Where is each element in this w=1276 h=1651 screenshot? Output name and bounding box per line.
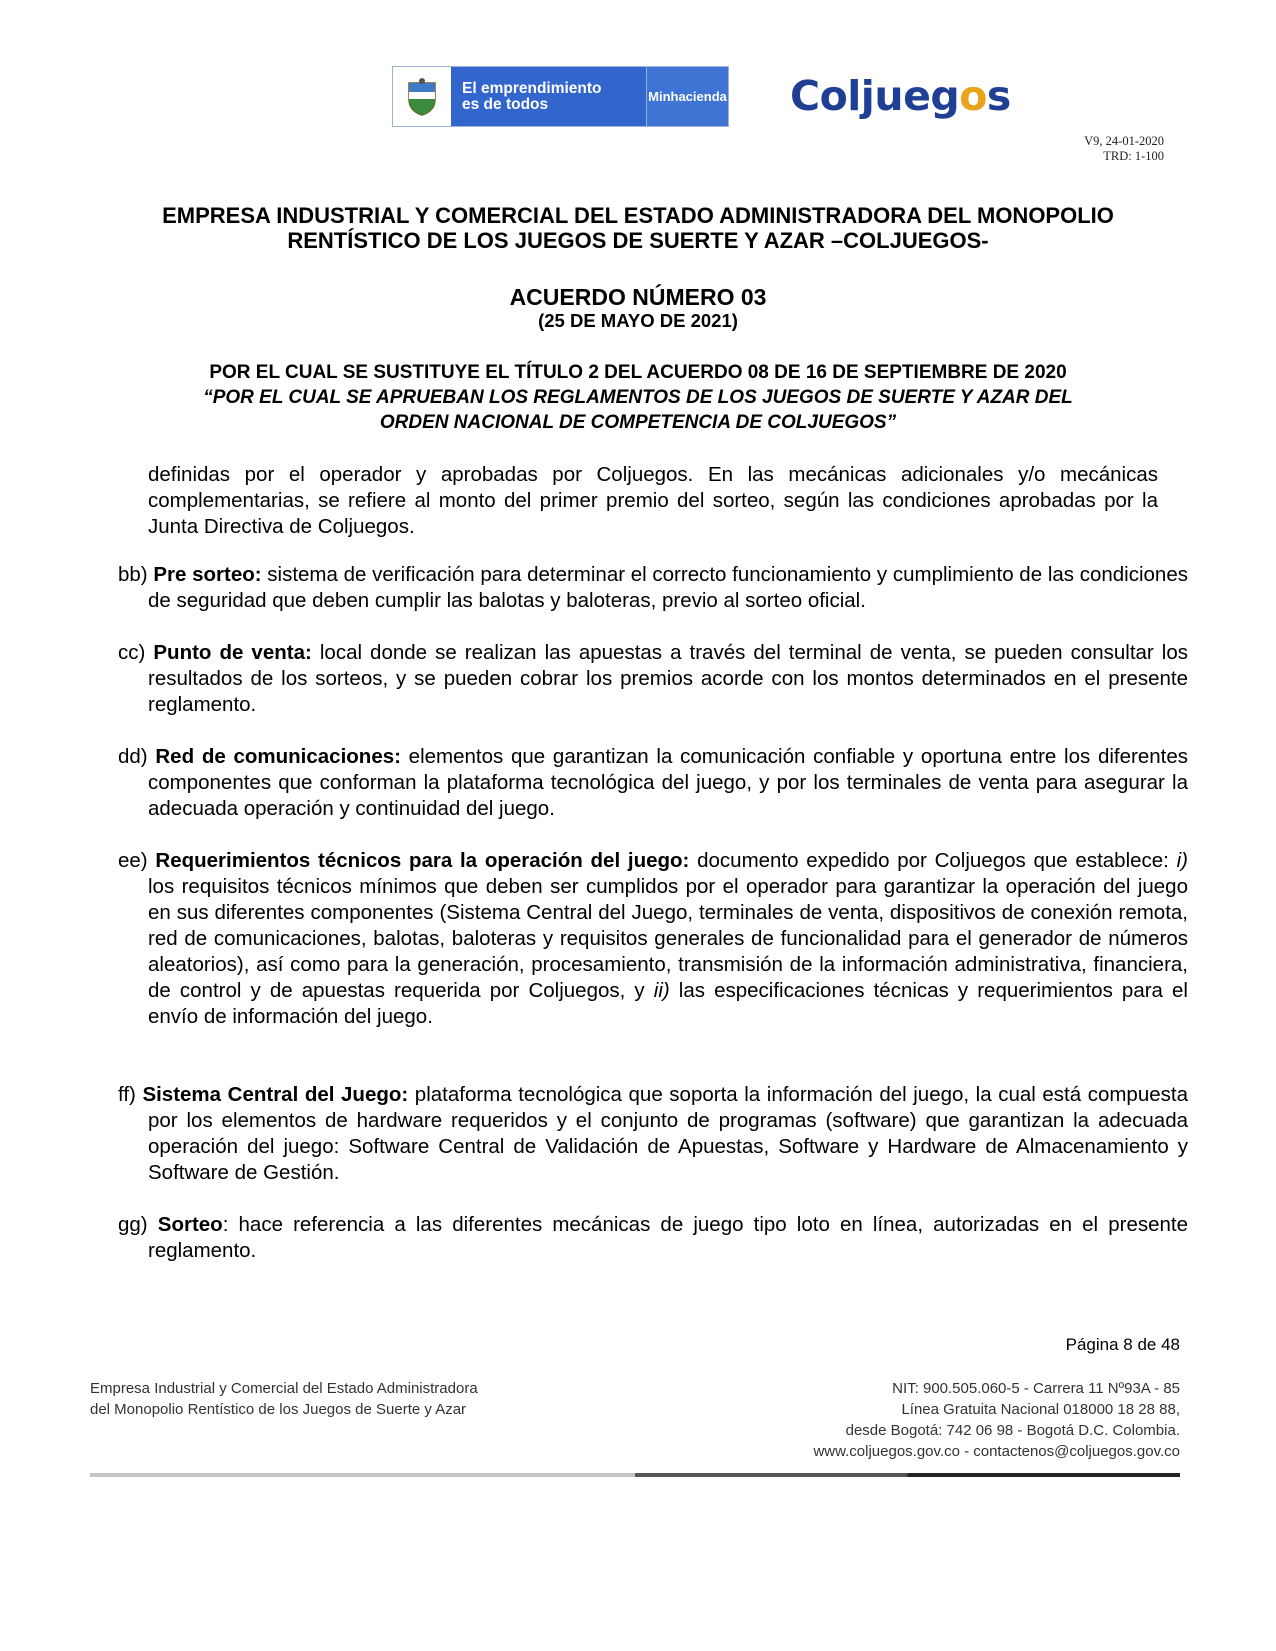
item-text: local donde se realizan las apuestas a través del terminal de venta, se pueden consultar los resultados de los sorteos, y se pueden cobrar los premios acorde con los montos determinados en el presente reglamento.: [148, 641, 1189, 716]
item-term: Requerimientos técnicos para la operación del juego:: [155, 849, 690, 872]
government-logo: [392, 66, 729, 127]
brand-mid: eg: [903, 72, 960, 120]
slogan-line-1: El emprendimiento: [462, 79, 602, 97]
item-letter: gg): [118, 1213, 148, 1236]
item-text: : hace referencia a las diferentes mecánicas de juego tipo loto en línea, autorizadas en el presente reglamento.: [148, 1213, 1189, 1262]
item-text: sistema de verificación para determinar el correcto funcionamiento y cumplimiento de las condiciones de seguridad que deben cumplir las balotas y baloteras, previo al sorteo oficial.: [148, 563, 1188, 612]
definition-item-dd: [118, 744, 1188, 822]
item-term: Red de comunicaciones:: [155, 745, 401, 768]
item-term: Pre sorteo:: [153, 563, 262, 586]
item-letter: ee): [118, 849, 148, 872]
definition-item-ff: [118, 1082, 1188, 1186]
item-term: Punto de venta:: [153, 641, 312, 664]
acuerdo-number: ACUERDO NÚMERO 03: [509, 284, 767, 310]
entity-title: [100, 203, 1176, 253]
brand-suffix: s: [986, 72, 1011, 120]
item-roman-i: i): [1176, 849, 1189, 872]
item-letter: bb): [118, 563, 148, 586]
subject-line-3: ORDEN NACIONAL DE COMPETENCIA DE COLJUEGOS”: [379, 412, 897, 433]
footer-divider: [90, 1473, 1180, 1477]
item-text-a: documento expedido por Coljuegos que establece:: [689, 849, 1177, 872]
footer-phone: Línea Gratuita Nacional 018000 18 28 88,: [901, 1401, 1180, 1418]
page-number: Página 8 de 48: [1065, 1335, 1180, 1354]
footer-left-line-1: Empresa Industrial y Comercial del Estado Administradora: [90, 1380, 478, 1397]
acuerdo-date: (25 DE MAYO DE 2021): [538, 310, 738, 331]
entity-title-line-2: RENTÍSTICO DE LOS JUEGOS DE SUERTE Y AZAR –COLJUEGOS-: [287, 228, 989, 253]
footer-web: www.coljuegos.gov.co - contactenos@coljuegos.gov.co: [813, 1443, 1180, 1460]
slogan: [451, 67, 646, 126]
item-text: plataforma tecnológica que soporta la información del juego, la cual está compuesta por los elementos de hardware requeridos y el conjunto de programas (software) que garantizan la adecuada operación del juego: Software Central de Validación de Apuestas, Software y Hardware de Almacenamiento y Software de Gestión.: [148, 1083, 1188, 1184]
item-term: Sorteo: [157, 1213, 223, 1236]
footer-nit: NIT: 900.505.060-5 - Carrera 11 Nº93A - 85: [892, 1380, 1180, 1397]
acuerdo-subject: [100, 360, 1176, 435]
item-text: elementos que garantizan la comunicación confiable y oportuna entre los diferentes componentes que conforman la plataforma tecnológica del juego, y por los terminales de venta para asegurar la adecuada operación y continuidad del juego.: [148, 745, 1188, 820]
item-letter: dd): [118, 745, 148, 768]
definition-item-gg: [118, 1212, 1188, 1264]
definition-item-ee: [118, 848, 1188, 1030]
brand-prefix: Colju: [790, 72, 904, 120]
coat-of-arms-icon: [393, 67, 451, 126]
item-roman-ii: ii): [653, 979, 670, 1002]
subject-line-2: “POR EL CUAL SE APRUEBAN LOS REGLAMENTOS DE LOS JUEGOS DE SUERTE Y AZAR DEL: [203, 387, 1073, 408]
version-label: V9, 24-01-2020: [1084, 134, 1164, 148]
item-letter: cc): [118, 641, 146, 664]
item-text-c: las especificaciones técnicas y requerimientos para el envío de información del juego.: [148, 979, 1188, 1028]
footer-bogota: desde Bogotá: 742 06 98 - Bogotá D.C. Colombia.: [845, 1422, 1180, 1439]
footer-entity: [90, 1378, 478, 1420]
document-version: [1084, 134, 1164, 164]
trd-label: TRD: 1-100: [1103, 149, 1164, 163]
coljuegos-logo: [790, 72, 1011, 120]
subject-line-1: POR EL CUAL SE SUSTITUYE EL TÍTULO 2 DEL ACUERDO 08 DE 16 DE SEPTIEMBRE DE 2020: [209, 362, 1067, 383]
slogan-line-2: es de todos: [462, 95, 549, 113]
footer-left-line-2: del Monopolio Rentístico de los Juegos de Suerte y Azar: [90, 1401, 467, 1418]
definition-item-bb: [118, 562, 1188, 614]
item-term: Sistema Central del Juego:: [142, 1083, 409, 1106]
footer-contact: [813, 1378, 1180, 1462]
continuation-paragraph: definidas por el operador y aprobadas por Coljuegos. En las mecánicas adicionales y/o mecánicas complementarias, se refiere al monto del primer premio del sorteo, según las condiciones aprobadas por la Junta Directiva de Coljuegos.: [148, 463, 1158, 538]
ministry-label: Minhacienda: [646, 67, 728, 126]
item-letter: ff): [118, 1083, 136, 1106]
entity-title-line-1: EMPRESA INDUSTRIAL Y COMERCIAL DEL ESTADO ADMINISTRADORA DEL MONOPOLIO: [162, 203, 1114, 228]
item-text-b: los requisitos técnicos mínimos que deben ser cumplidos por el operador para garantizar la operación del juego en sus diferentes componentes (Sistema Central del Juego, terminales de venta, dispositivos de conexión remota, red de comunicaciones, balotas, baloteras y requisitos generales de funcionalidad para el generador de números aleatorios), así como para la generación, procesamiento, transmisión de la información administrativa, financiera, de control y de apuestas requerida por Coljuegos, y: [148, 875, 1188, 1002]
brand-o: o: [959, 72, 987, 120]
definition-item-cc: [118, 640, 1188, 718]
